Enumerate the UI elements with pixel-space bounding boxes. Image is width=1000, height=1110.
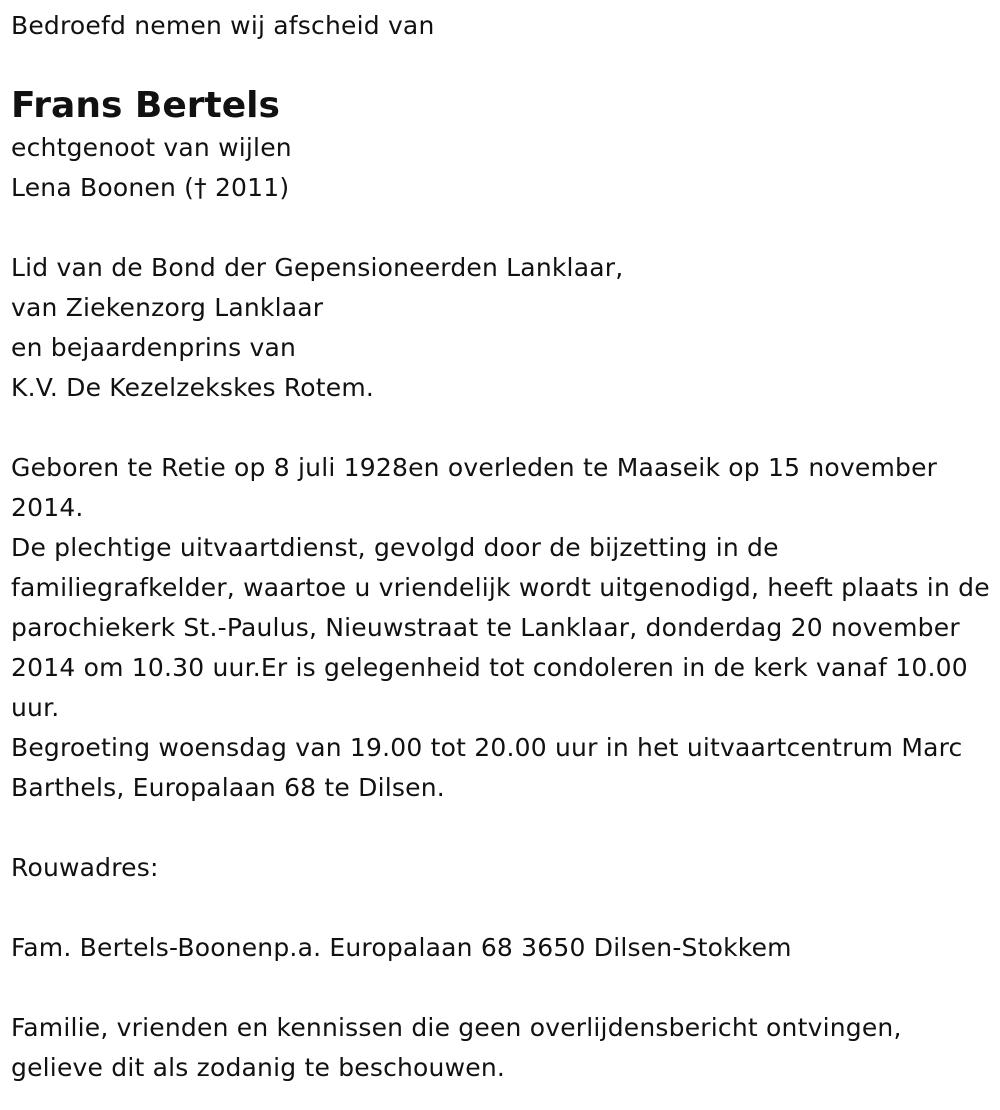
- membership-line: K.V. De Kezelzekskes Rotem.: [11, 373, 375, 402]
- spouse-line-1: echtgenoot van wijlen: [11, 133, 292, 162]
- birth-death-text: Geboren te Retie op 8 juli 1928en overleden te Maaseik op 15 november 2014.: [11, 453, 938, 522]
- spacer: [11, 208, 996, 248]
- spouse-line-2: Lena Boonen († 2011): [11, 173, 290, 202]
- closing-text: Familie, vrienden en kennissen die geen overlijdensbericht ontvingen, gelieve dit als zodanig te beschouwen.: [11, 1013, 902, 1082]
- membership-line: Lid van de Bond der Gepensioneerden Lanklaar,: [11, 253, 624, 282]
- address-label: Rouwadres:: [11, 853, 159, 882]
- details-block: [11, 448, 996, 808]
- spacer: [11, 408, 996, 448]
- obituary-notice: [11, 0, 996, 1088]
- greeting-text: Begroeting woensdag van 19.00 tot 20.00 uur in het uitvaartcentrum Marc Barthels, Europalaan 68 te Dilsen.: [11, 733, 963, 802]
- membership-line: van Ziekenzorg Lanklaar: [11, 293, 324, 322]
- spacer: [11, 968, 996, 1008]
- address-value: Fam. Bertels-Boonenp.a. Europalaan 68 3650 Dilsen-Stokkem: [11, 933, 792, 962]
- spacer: [11, 888, 996, 928]
- intro-text: Bedroefd nemen wij afscheid van: [11, 11, 435, 40]
- spacer: [11, 808, 996, 848]
- deceased-name: Frans Bertels: [11, 85, 280, 126]
- membership-line: en bejaardenprins van: [11, 333, 297, 362]
- service-text: De plechtige uitvaartdienst, gevolgd door de bijzetting in de familiegrafkelder, waartoe u vriendelijk wordt uitgenodigd, heeft plaats in de parochiekerk St.-Paulus, Nieuwstraat te Lanklaar, donderdag 20 november 2014 om 10.30 uur.Er is gelegenheid tot condoleren in de kerk vanaf 10.00 uur.: [11, 533, 990, 722]
